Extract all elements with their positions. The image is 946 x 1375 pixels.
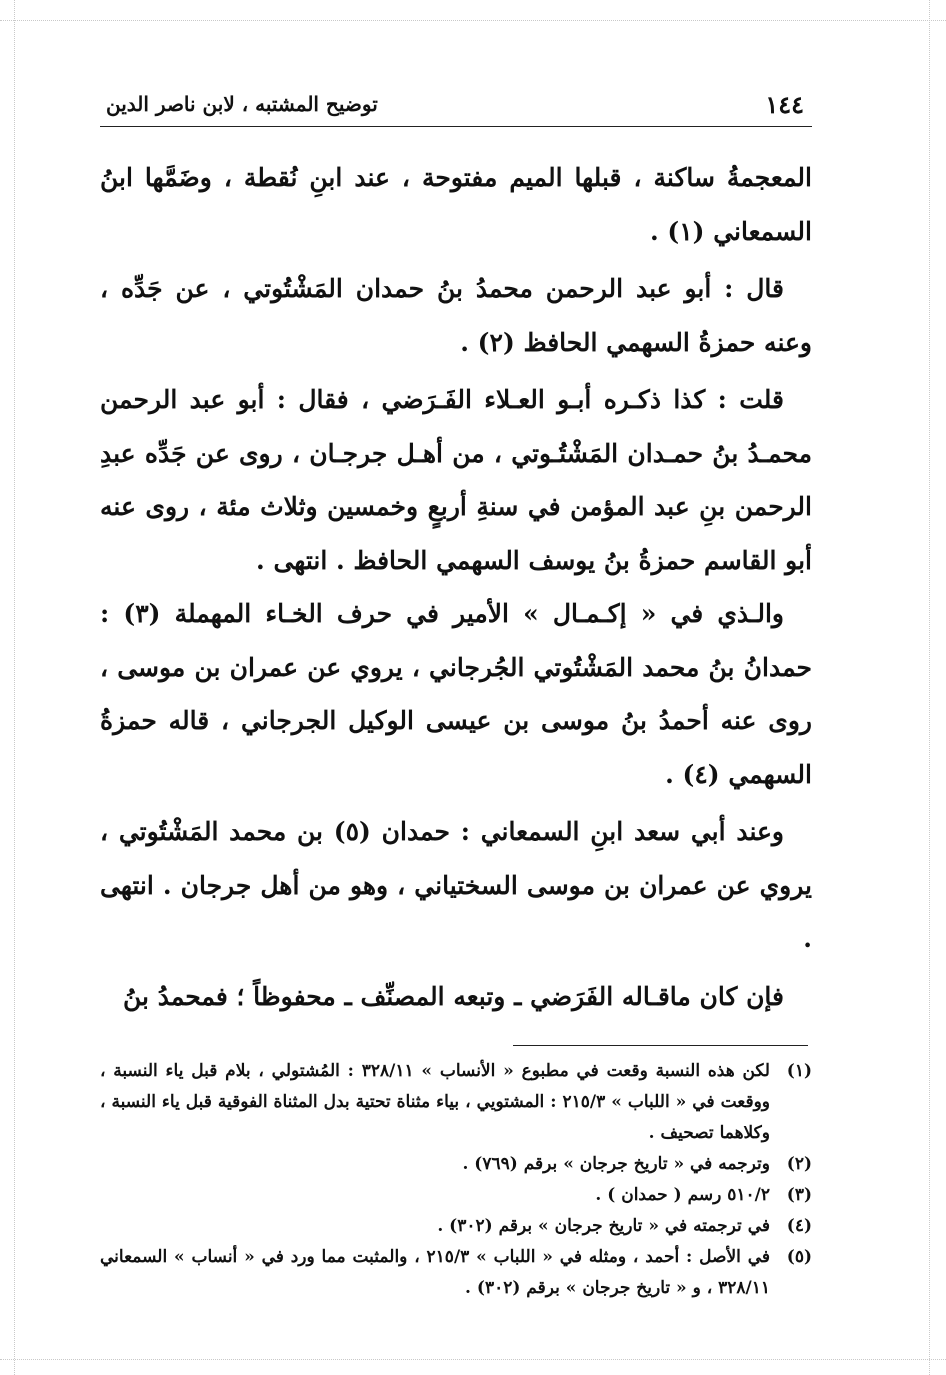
paragraph: قال : أبو عبد الرحمن محمدُ بنُ حمدان المَشْتُوتي ، عن جَدِّه ، وعنه حمزةُ السهمي الحافظ (٢) .: [100, 274, 812, 357]
footnote-separator: [513, 1045, 808, 1046]
footnotes: [100, 1056, 812, 1304]
footnote: [100, 1056, 812, 1149]
paragraph: المعجمةُ ساكنة ، قبلها الميم مفتوحة ، عند ابنِ نُقطة ، وضَمَّها ابنُ السمعاني (١) .: [100, 163, 812, 246]
footnote-number: (٥): [786, 1247, 812, 1267]
footnote-text: في الأصل : أحمد ، ومثله في « اللباب » ٢١٥/٣ ، والمثبت مما ورد في « أنساب » السمعاني ٣٢٨/١١ ، و « تاريخ جرجان » برقم (٣٠٢) .: [100, 1247, 770, 1298]
footnote-number: (٤): [786, 1216, 812, 1236]
book-page: [100, 88, 812, 1304]
footnote: [100, 1149, 812, 1180]
grid-line-h: [0, 1359, 946, 1360]
footnote-number: (٣): [786, 1185, 812, 1205]
page-header: [100, 88, 812, 127]
main-text: [100, 151, 812, 1023]
footnote: [100, 1211, 812, 1242]
footnote: [100, 1180, 812, 1211]
footnote-number: (١): [786, 1061, 812, 1081]
paragraph: وعند أبي سعد ابنِ السمعاني : حمدان (٥) بن محمد المَشْتُوتي ، يروي عن عمران بن موسى السختياني ، وهو من أهل جرجان . انتهى .: [100, 817, 812, 953]
footnote-text: وترجمه في « تاريخ جرجان » برقم (٧٦٩) .: [462, 1154, 770, 1174]
paragraph: والـذي في « إكـمـال » الأمير في حرف الخـاء المهملة (٣) : حمدانُ بنُ محمد المَشْتُوتي الجُرجاني ، يروي عن عمران بن موسى ، روى عنه أحمدُ بنُ موسى بن عيسى الوكيل الجرجاني ، قاله حمزةُ السهمي (٤) .: [100, 599, 812, 789]
footnote-text: في ترجمته في « تاريخ جرجان » برقم (٣٠٢) .: [437, 1216, 770, 1236]
running-title: توضيح المشتبه ، لابن ناصر الدين: [106, 92, 378, 116]
grid-line-v: [929, 0, 930, 1375]
grid-line-v: [14, 0, 15, 1375]
paragraph: فإن كان ماقـاله الفَرَضي ـ وتبعه المصنِّف ـ محفوظاً ؛ فمحمدُ بنُ: [123, 981, 784, 1011]
footnote-text: لكن هذه النسبة وقعت في مطبوع « الأنساب » ٣٢٨/١١ : المُشتولي ، بلام قبل ياء النسبة ، ووقعت في « اللباب » ٢١٥/٣ : المشتويي ، بياء مثناة تحتية بدل المثناة الفوقية قبل ياء النسبة ، وكلاهما تصحيف .: [100, 1061, 771, 1143]
grid-line-h: [0, 20, 946, 21]
footnote: [100, 1242, 812, 1304]
paragraph: قلت : كذا ذكـره أبـو العـلاء الفَـرَضي ، فقال : أبو عبد الرحمن محمـدُ بنُ حمـدان المَشْتُـوتي ، من أهـل جرجـان ، روى عن جَدِّه عبدِ الرحمن بنِ عبد المؤمن في سنةِ أربعٍ وخمسين وثلاث مئة ، روى عنه أبو القاسم حمزةُ بنُ يوسف السهمي الحافظ . انتهى .: [100, 385, 812, 575]
footnote-number: (٢): [786, 1154, 812, 1174]
footnote-text: ٥١٠/٢ رسم ( حمدان ) .: [595, 1185, 770, 1205]
page-number: ١٤٤: [765, 90, 804, 119]
